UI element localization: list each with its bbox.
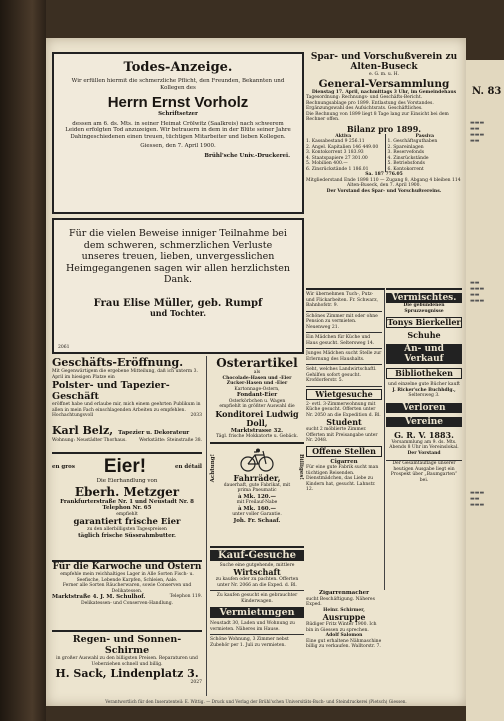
opening-body: eröffnet habe und erlaube mir, mich einem geehrten Publikum in allen in mein Fach einschlagenden Arbeiten zu empfehlen. — [52, 402, 201, 413]
osterartikel-line: Kartonnage-Ostern, — [234, 386, 280, 392]
small-ads-column — [306, 288, 385, 590]
aktiva-row: 3. Kontokorrent 3 183.93 — [306, 150, 364, 155]
kauf-body: Suche eine gutgehende, mittlere — [219, 562, 295, 568]
bike-price-1: à Mk. 120.— — [237, 493, 277, 500]
osterartikel-line: Chocolade-Hasen und -Eier — [222, 375, 292, 381]
easter-fish-ad — [52, 562, 202, 626]
small-ad: Eine gut erhaltene Nähmaschine billig zu verkaufen. Walltorstr. 7. — [306, 638, 382, 649]
stellen-title: Offene Stellen — [306, 446, 382, 457]
opening-ad — [52, 356, 202, 450]
passiva-row: 1. Geschäftsguthaben — [387, 139, 438, 144]
wietg-title: Wietgesuche — [306, 389, 382, 400]
death-notice-body: dessen am 6. ds. Mts. in seiner Heimat Crölwitz (Saalkreis) nach schwerem Leiden erfolgten Tod anzuzeigen. Wir betrauern in dem in der Blüte seiner Jahre Dahingeschiedenen einen treuen, tüchtigen Mitarbeiter und lieben Kollegen. — [65, 120, 291, 140]
supplement-note: Der Gesamtauflage unserer heutigen Ausgabe liegt ein Prospekt über „Baumgarten“ bei. — [386, 460, 462, 483]
konditorei-name: Konditorei Ludwig Doll, — [215, 408, 299, 428]
kauf-tail: zu kaufen oder zu pachten. Offerten unter Nr. 2066 an die Exped. d. Bl. — [215, 577, 299, 588]
umbrella-body: in großer Auswahl zu den billigsten Preisen. Reparaturen und Ueberziehen schnell und billig. — [56, 656, 198, 667]
ausrupp-title: Ausruppe — [322, 612, 366, 622]
death-notice-intro: Wir erfüllen hiermit die schmerzliche Pflicht, den Freunden, Bekannten und Kollegen des — [71, 78, 285, 91]
death-notice-title: Todes-Anzeige. — [123, 60, 233, 75]
bibliotheken-title: Bibliotheken — [386, 368, 462, 379]
small-ad: Seht, welches Landwirtschaftl. Gehilfen sofort gesucht. Krofdorferstr. 5. — [306, 367, 377, 383]
eggs-offer: empfiehlt — [116, 511, 138, 517]
aktiva-row: 5. Mobilien 400.— — [306, 161, 348, 166]
opening-shop: Polster- und Tapezier-Geschäft — [52, 380, 170, 402]
vereine-title: Vereine — [386, 417, 462, 427]
small-ad: Ein Mädchen für Küche und Haus gesucht. Seltersweg 14. — [306, 335, 375, 346]
bicycle-ad — [210, 446, 304, 544]
bike-price-2-label: mit Freilauf-Nabe — [236, 500, 278, 505]
osterartikel-line: als — [253, 370, 261, 375]
eggs-wholesale: en gros — [52, 463, 75, 470]
spritz-text: Die gebundenen Spruzzeugnisse — [403, 303, 445, 314]
gv-body: Versammlung am 9. ds. Mts. Abends 8 Uhr im Vereinslokal. — [389, 439, 459, 450]
verein-members: Mitgliederstand Ende 1898 110 — Zugang 8, Abgang 4 bleiben 114 — [306, 177, 461, 183]
bike-title: Fahrräder, — [233, 472, 281, 483]
aktiva-row: 4. Staatspapiere 27 301.00 — [306, 155, 368, 161]
facing-page-text: ▬▬▬ ▬▬ ▬▬▬ ▬▬ — [470, 120, 485, 144]
eggs-guarantee2: zu den allerbilligsten Tagespreisen — [87, 527, 167, 532]
eggs-retail: en détail — [174, 463, 202, 470]
cigarren-title: Cigarren — [330, 458, 358, 465]
bike-guarantee: unter voller Garantie. — [232, 512, 282, 517]
passiva-row: 6. Kontokorrent — [387, 166, 424, 172]
vermischtes-title: Vermischtes. — [386, 293, 462, 303]
facing-page-text: ▬▬▬ ▬▬ ▬▬▬ — [470, 490, 485, 508]
bike-seller: Joh. Fr. Schaaf. — [233, 517, 281, 524]
thanks-name: Frau Elise Müller, geb. Rumpf — [93, 297, 263, 309]
schirmer-name: Heinr. Schirmer, — [323, 607, 365, 613]
osterartikel-line: Fondant-Eier — [236, 392, 278, 398]
zigarren-title: Zigarrenmacher — [319, 590, 369, 596]
eggs-address: Frankfurterstraße Nr. 1 und Neustadt Nr. 8 — [60, 498, 194, 505]
umbrella-name: H. Sack, Lindenplatz 3. — [55, 667, 199, 680]
cigarren-body: Für eine gute Fabrik sucht man tüchtigen Reisenden. — [306, 465, 379, 476]
student-title: Student — [326, 417, 362, 427]
salomon-name: Adolf Salomon — [325, 633, 363, 638]
newspaper-page — [46, 38, 466, 706]
easter-title: Für die Karwoche und Ostern — [52, 562, 202, 572]
small-ad: Schönes Zimmer mit oder ohne Pension zu vermieten. Neuenweg 21. — [306, 313, 378, 330]
verein-sub: e. G. m. u. H. — [368, 72, 400, 77]
bibliotheken-sub: und einzelne gute Bücher kauft — [388, 382, 460, 387]
eggs-line1: Die Eierhandlung von — [96, 478, 158, 484]
verein-note: Die Rechnung von 1899 liegt 8 Tage lang zur Einsicht bei dem Rechner offen. — [306, 111, 449, 122]
konditorei-note: Tägl. frische Mokkatorte u. Gebäck. — [215, 434, 299, 439]
kauf-sub: Zu kaufen gesucht ein gebrauchter Kinderwagen. — [216, 593, 298, 604]
death-notice-signature: Brühl'sche Univ.-Druckerei. — [204, 152, 290, 159]
small-ad: Wir übernehmen Tuch-, Putz- und Flickarbeiten. Fr. Schwarz, Bahnhofstr. 9. — [306, 292, 379, 308]
deceased-name: Herrn Ernst Vorholz — [107, 94, 249, 111]
easter-body: empfehle mein reichhaltiges Lager in Alle Sorten Fisch- u. Seefische, Lebende Karpfen, Schleien, Aale. — [60, 572, 194, 583]
easter-shop: Marktstraße 4. J. M. Schulhof. — [52, 594, 146, 600]
easter-phone: Telephon 119. — [169, 594, 202, 599]
opening-home: Wohnung: Neustädter Thorhaus. — [52, 437, 127, 443]
passiva-header: Passiva — [415, 133, 434, 139]
umbrella-ad — [52, 630, 202, 694]
aktiva-row: 6. Zinsrückstände 1 186.01 — [306, 166, 369, 172]
bike-body: dauerhaft, gute Fabrikat, mit prima Pneumatic — [223, 482, 291, 493]
facing-page-text: ▬▬ ▬▬▬ ▬▬ ▬▬▬ — [470, 280, 485, 304]
small-ad: Dienstmädchen, das Liebe zu Kindern hat, gesucht. Lahnstr. 12. — [306, 476, 376, 492]
imprint: Verantwortlich für den Inseratenteil: E. Wittig. — Druck und Verlag der Brühl'schen Universitäts-Buch- und Steindruckerei (Pietsch) Giessen. — [105, 699, 407, 704]
umbrella-title: Regen- und Sonnen-Schirme — [72, 634, 182, 656]
bike-tag-right: Billiges! — [298, 453, 304, 480]
tonys-title: Tonys Bierkeller — [387, 317, 461, 327]
eggs-ad — [52, 452, 202, 562]
eggs-name: Eberh. Metzger — [74, 484, 180, 499]
osterartikel-line: Zucker-Hasen und -Eier — [226, 381, 288, 386]
thanks-name2: und Tochter. — [149, 307, 207, 318]
aktiva-row: 1. Kassabestand 9 256.11 — [306, 139, 365, 144]
verein-signed: Der Vorstand des Spar- und Vorschußvereins. — [326, 188, 442, 194]
kauf-title: Kauf-Gesuche — [210, 550, 304, 561]
passiva-row: 3. Reservefonds — [387, 150, 425, 155]
schuhe-title: Schuhe — [407, 330, 441, 340]
verm-body: Neustadt 30, Laden und Wohnung zu vermieten. Näheres im Hause. — [210, 621, 295, 632]
ad-number: 2033 — [190, 413, 202, 418]
wietg-body: 2- evtl. 3-Zimmerwohnung mit Küche gesucht. Offerten unter Nr. 2050 an die Expedition d. Bl. — [306, 401, 381, 418]
ad-number: 2061 — [58, 344, 70, 350]
osterartikel-title: Osterartikel — [216, 356, 298, 370]
konditorei-address: Marktstrasse 32. — [230, 427, 284, 434]
ad-number: 2027 — [190, 680, 202, 685]
bookshop-address: Seltersweg 3. — [408, 393, 440, 398]
eggs-guarantee: garantiert frische Eier — [73, 517, 181, 527]
facing-page — [466, 60, 504, 721]
verein-gv: General-Versammlung — [318, 77, 450, 90]
passiva-row: 2. Spareinlagen — [387, 144, 424, 150]
book-spine — [0, 0, 46, 721]
opening-trade: Tapezier u. Dekorateur — [118, 429, 190, 436]
eggs-phone: Telephon Nr. 65 — [102, 505, 152, 511]
bookshop-name: J. Ricker'sche Buchhdlg., — [392, 387, 456, 393]
opening-regards: Hochachtungsvoll — [52, 413, 94, 418]
verm-title: Vermietungen — [210, 607, 304, 618]
easter-tail: Ferner alle Sorten Räucherwaren, sowie Conserven und Delikatessen. — [62, 583, 192, 594]
opening-name: Karl Belz, — [52, 423, 114, 437]
opening-title: Geschäfts-Eröffnung. — [52, 356, 184, 369]
opening-workshop: Werkstätte: Steinstraße 38. — [139, 437, 202, 443]
passiva-row: 5. Betriebsfonds — [387, 161, 425, 166]
easter-shop-sub: Delikatessen- und Conserven-Handlung. — [81, 600, 173, 606]
bike-tag-left: Achtung! — [210, 453, 216, 482]
bicycle-icon — [240, 448, 274, 472]
right-ads-column — [386, 288, 462, 696]
verm-body2: Schöne Wohnung, 3 Zimmer nebst Zubehör per 1. Juli zu vermieten. — [210, 637, 289, 648]
osterartikel-line: Osterkörbchen u. Wagen — [228, 398, 286, 404]
osterartikel-line: empfiehlt in größter Auswahl die — [219, 404, 295, 409]
lower-mid-ads — [306, 590, 382, 694]
bike-price-2: à Mk. 160.— — [237, 505, 277, 512]
death-notice — [52, 52, 304, 214]
ankauf-title: An- und Verkauf — [386, 344, 462, 364]
death-notice-date: Giessen, den 7. April 1900. — [140, 143, 216, 149]
verein-agenda: Tagesordnung: Rechnungs- und Geschäfts-Bericht. Rechnungsablage pro 1899. Entlastung des Vorstandes. Ergänzungswahl des Aufsichtsrats. Geschäftliches. — [306, 95, 434, 111]
opening-sub: Mit Gegenwärtigem die ergebene Mitteilung, daß ich unterm 3. April im hiesigen Platze ein — [52, 369, 198, 380]
verein-notice — [306, 52, 462, 284]
gv-1883: G. R. V. 1883. — [394, 429, 454, 440]
bilanz-total: Sa. 187 776.05 — [365, 172, 403, 177]
deceased-role: Schriftsetzer — [158, 111, 198, 117]
aktiva-row: 2. Angel. Kapitalien 146 449.00 — [306, 144, 379, 150]
zigarren-body: sucht Beschäftigung. Näheres Exped. — [306, 596, 375, 607]
eggs-headline: Eier! — [103, 456, 147, 477]
passiva-row: 4. Zinsrückstände — [387, 155, 429, 161]
bilanz-title: Bilanz pro 1899. — [346, 123, 422, 134]
eggs-butter: täglich frische Süssrahmbutter. — [78, 532, 176, 539]
gv-publisher: Der Vorstand — [407, 450, 441, 456]
issue-number: N. 83 — [472, 86, 502, 97]
verloren-title: Verloren — [386, 403, 462, 413]
kauf-item: Wirtschaft — [233, 567, 281, 577]
verein-place: Alten-Buseck, den 7. April 1900. — [347, 183, 421, 188]
center-column — [206, 356, 304, 696]
verein-date: Dienstag 17. April, nachmittags 3 Uhr, im Gemeindehaus — [311, 89, 457, 95]
student-body: sucht 2 möblierte Zimmer. Offerten mit Preisangabe unter Nr. 2048. — [306, 427, 378, 443]
small-ad: Junges Mädchen sucht Stelle zur Erlernung des Haushalts. — [306, 351, 382, 362]
ausrupp-body: Rüdiger Fritz Winter 1900. Ich bin in Giessen zu sprechen. — [306, 622, 377, 633]
aktiva-header: Aktiva — [335, 133, 352, 139]
thanks-notice — [52, 218, 304, 354]
thanks-text: Für die vielen Beweise inniger Teilnahme bei dem schweren, schmerzlichen Verluste unseres treuen, lieben, unvergesslichen Heimgegangenen sagen wir allen herzlichsten Dank. — [66, 228, 290, 285]
verein-title: Spar- und Vorschußverein zu Alten-Buseck — [310, 52, 458, 72]
